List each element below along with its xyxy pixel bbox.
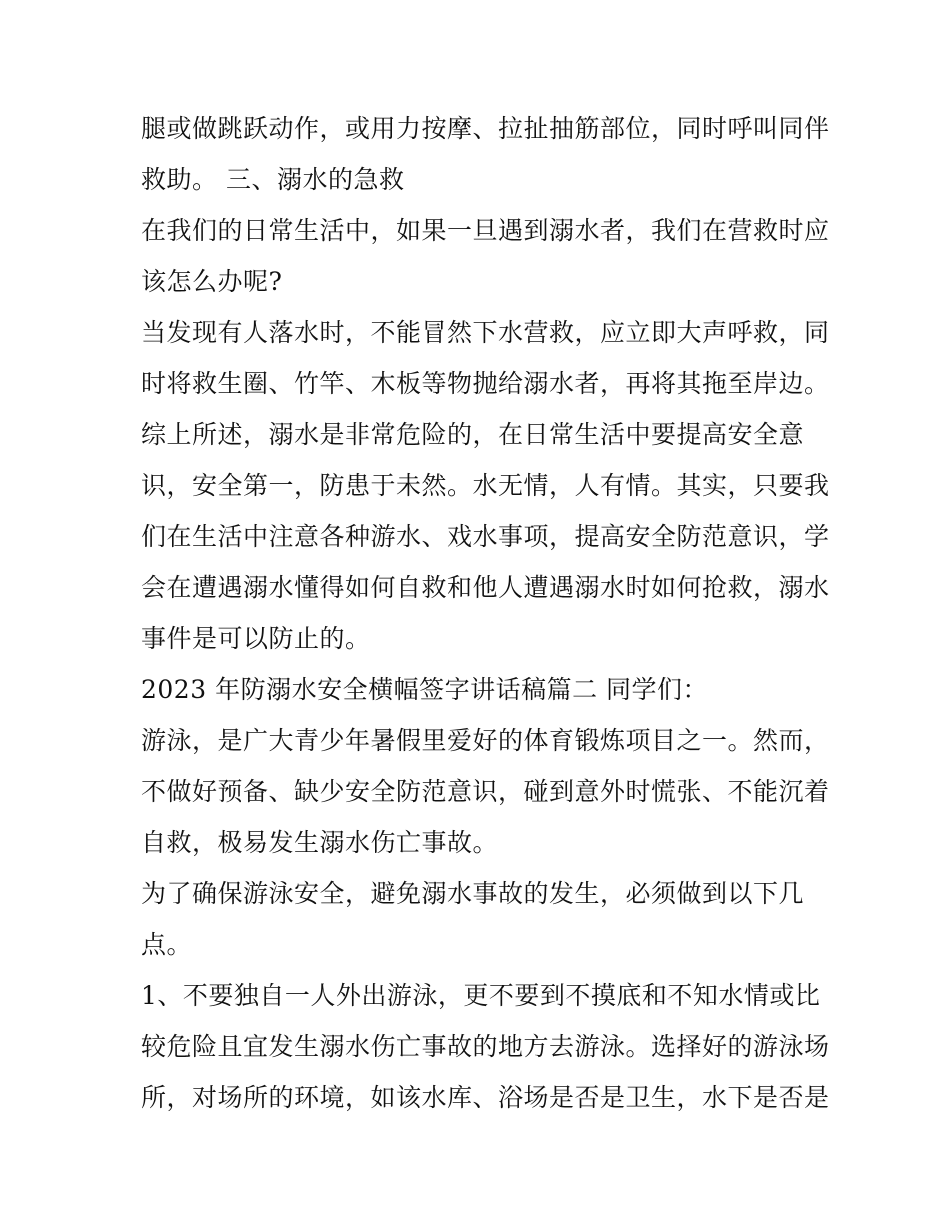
text-line: 游泳，是广大青少年暑假里爱好的体育锻炼项目之一。然而， — [141, 726, 830, 755]
text-line: 们在生活中注意各种游水、戏水事项，提高安全防范意识，学 — [141, 522, 830, 551]
text-line: 综上所述，溺水是非常危险的，在日常生活中要提高安全意 — [141, 420, 805, 449]
text-line: 1、不要独自一人外出游泳，更不要到不摸底和不知水情或比 — [141, 981, 821, 1010]
text-line: 腿或做跳跃动作，或用力按摩、拉扯抽筋部位，同时呼叫同伴 — [141, 114, 830, 143]
text-line: 不做好预备、缺少安全防范意识，碰到意外时慌张、不能沉着 — [141, 777, 830, 806]
section-heading: 2023 年防溺水安全横幅签字讲话稿篇二 同学们： — [141, 675, 709, 704]
text-line: 时将救生圈、竹竿、木板等物抛给溺水者，再将其拖至岸边。 — [141, 369, 830, 398]
text-line: 当发现有人落水时，不能冒然下水营救，应立即大声呼救，同 — [141, 318, 830, 347]
text-line: 在我们的日常生活中，如果一旦遇到溺水者，我们在营救时应 — [141, 216, 830, 245]
text-line: 点。 — [141, 930, 193, 959]
text-line: 会在遭遇溺水懂得如何自救和他人遭遇溺水时如何抢救，溺水 — [141, 573, 830, 602]
text-line: 较危险且宜发生溺水伤亡事故的地方去游泳。选择好的游泳场 — [141, 1032, 830, 1061]
text-line: 所，对场所的环境，如该水库、浴场是否是卫生，水下是否是 — [141, 1083, 830, 1112]
text-line: 识，安全第一，防患于未然。水无情，人有情。其实，只要我 — [141, 471, 830, 500]
text-line: 救助。 三、溺水的急救 — [141, 165, 405, 194]
text-line: 事件是可以防止的。 — [141, 624, 371, 653]
text-line: 自救，极易发生溺水伤亡事故。 — [141, 828, 499, 857]
text-line: 为了确保游泳安全，避免溺水事故的发生，必须做到以下几 — [141, 879, 805, 908]
text-line: 该怎么办呢? — [141, 267, 283, 296]
